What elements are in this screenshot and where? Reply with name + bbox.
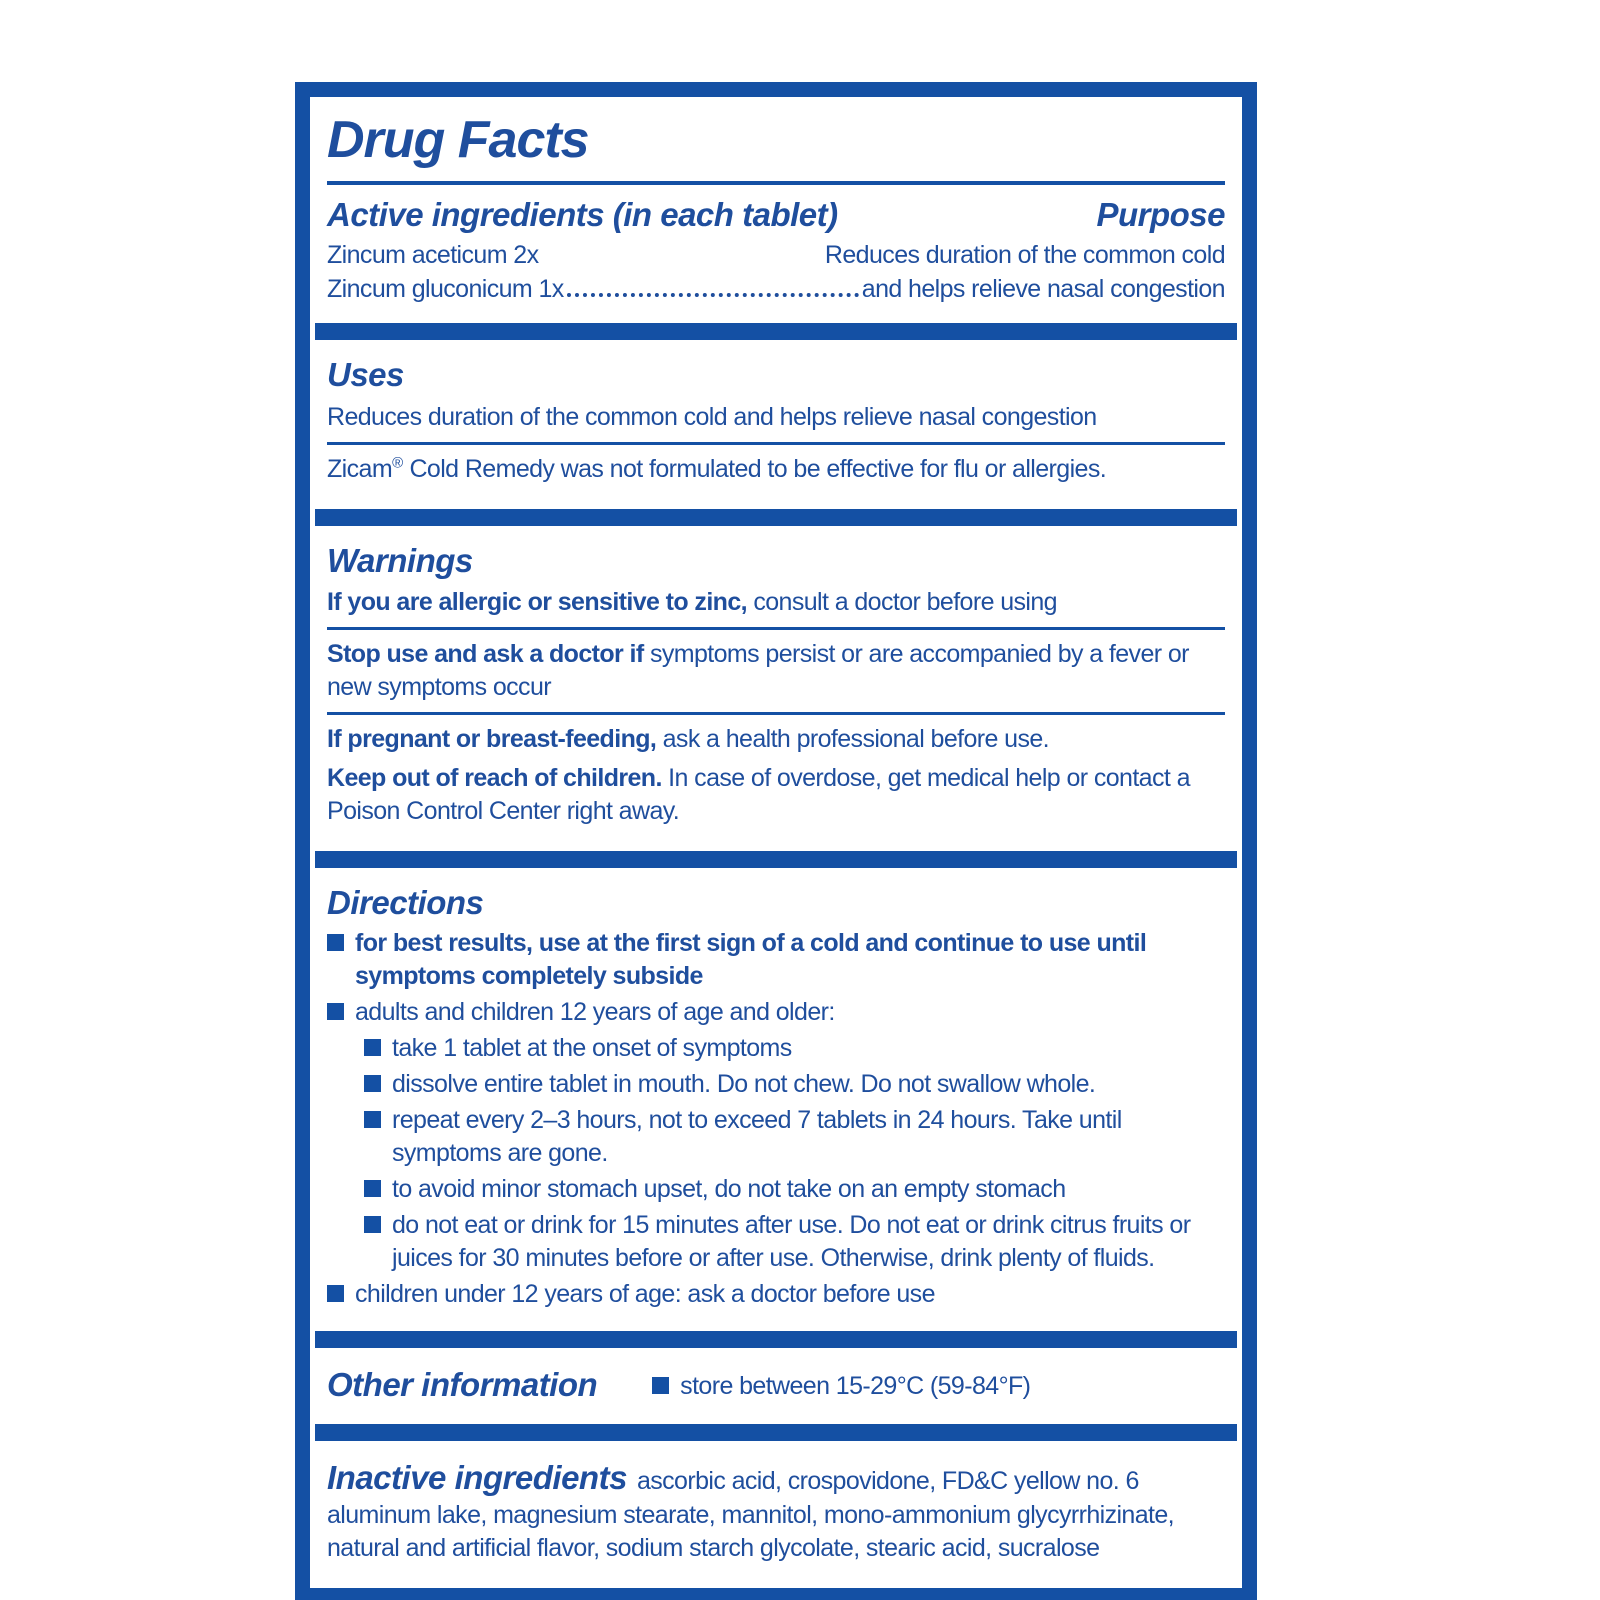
warning-bold: If pregnant or breast-feeding, bbox=[327, 725, 657, 754]
directions-list bbox=[327, 927, 1225, 1311]
section-separator bbox=[315, 1331, 1237, 1348]
warning-item bbox=[327, 586, 1225, 619]
ingredient-row bbox=[327, 273, 1225, 307]
other-information-text: store between 15-29°C (59-84°F) bbox=[680, 1372, 1031, 1401]
ingredient-purpose: and helps relieve nasal congestion bbox=[861, 274, 1225, 303]
warning-bold: Stop use and ask a doctor if bbox=[327, 640, 644, 669]
drug-facts-title: Drug Facts bbox=[327, 111, 589, 169]
directions-heading: Directions bbox=[327, 884, 484, 922]
square-bullet-icon bbox=[364, 1216, 381, 1233]
ingredient-row bbox=[327, 239, 1225, 273]
warning-item bbox=[327, 762, 1225, 828]
direction-item bbox=[364, 1068, 1225, 1101]
square-bullet-icon bbox=[327, 934, 344, 951]
direction-text: children under 12 years of age: ask a doctor before use bbox=[355, 1280, 935, 1309]
warning-text: In case of overdose, get medical help or contact a Poison Control Center right away. bbox=[327, 764, 1190, 826]
warning-text: symptoms persist or are accompanied by a fever or new symptoms occur bbox=[327, 640, 1189, 702]
direction-text: dissolve entire tablet in mouth. Do not chew. Do not swallow whole. bbox=[392, 1070, 1096, 1099]
direction-text: take 1 tablet at the onset of symptoms bbox=[392, 1034, 792, 1063]
warning-item bbox=[327, 723, 1225, 756]
uses-text: Reduces duration of the common cold and helps relieve nasal congestion bbox=[327, 402, 1097, 431]
registered-trademark-icon: ® bbox=[392, 454, 404, 472]
direction-text: adults and children 12 years of age and older: bbox=[355, 998, 835, 1027]
dotted-leader bbox=[567, 293, 859, 297]
square-bullet-icon bbox=[652, 1377, 669, 1394]
purpose-heading: Purpose bbox=[1096, 196, 1225, 234]
section-active-ingredients bbox=[315, 102, 1237, 318]
direction-text: repeat every 2–3 hours, not to exceed 7 tablets in 24 hours. Take until symptoms are gone. bbox=[392, 1106, 1122, 1168]
warning-text: ask a health professional before use. bbox=[656, 725, 1050, 754]
title-divider bbox=[327, 181, 1225, 185]
square-bullet-icon bbox=[327, 1285, 344, 1302]
drug-facts-panel bbox=[295, 82, 1257, 1600]
warnings-heading: Warnings bbox=[327, 541, 473, 579]
active-ingredients-heading: Active ingredients (in each tablet) bbox=[327, 196, 838, 234]
direction-item bbox=[327, 1278, 1225, 1311]
square-bullet-icon bbox=[364, 1075, 381, 1092]
direction-item bbox=[364, 1173, 1225, 1206]
section-uses bbox=[315, 345, 1237, 504]
direction-item bbox=[364, 1104, 1225, 1170]
direction-item bbox=[327, 996, 1225, 1029]
uses-heading: Uses bbox=[327, 356, 404, 394]
uses-note bbox=[327, 453, 1225, 486]
section-separator bbox=[315, 323, 1237, 340]
uses-divider bbox=[327, 442, 1225, 445]
warning-text: consult a doctor before using bbox=[747, 588, 1057, 617]
inactive-ingredients-text: ascorbic acid, crospovidone, FD&C yellow no. 6 aluminum lake, magnesium stearate, mannitol, mono-ammonium glycyrrhizinate, natural and artificial flavor, sodium starch glycolate, stearic acid, sucralose bbox=[327, 1466, 1175, 1563]
warnings-divider bbox=[327, 627, 1225, 630]
square-bullet-icon bbox=[327, 1003, 344, 1020]
inactive-ingredients-heading: Inactive ingredients bbox=[327, 1458, 627, 1496]
section-warnings bbox=[315, 531, 1237, 847]
other-information-row bbox=[327, 1365, 1225, 1405]
ingredient-purpose: Reduces duration of the common cold bbox=[824, 240, 1225, 269]
direction-text: for best results, use at the first sign of a cold and continue to use until symptoms completely subside bbox=[355, 929, 1147, 991]
warnings-divider bbox=[327, 712, 1225, 715]
uses-note-rest: Cold Remedy was not formulated to be effective for flu or allergies. bbox=[403, 454, 1107, 483]
brand-name: Zicam bbox=[327, 454, 393, 483]
inactive-ingredients-paragraph bbox=[327, 1456, 1225, 1566]
section-inactive-ingredients bbox=[315, 1446, 1237, 1584]
section-directions bbox=[315, 873, 1237, 1326]
section-other-information bbox=[315, 1353, 1237, 1419]
direction-item bbox=[364, 1209, 1225, 1275]
direction-text: do not eat or drink for 15 minutes after use. Do not eat or drink citrus fruits or juices for 30 minutes before or after use. Otherwise, drink plenty of fluids. bbox=[392, 1211, 1191, 1273]
direction-text: to avoid minor stomach upset, do not take on an empty stomach bbox=[392, 1175, 1066, 1204]
section-separator bbox=[315, 509, 1237, 526]
square-bullet-icon bbox=[364, 1039, 381, 1056]
direction-item bbox=[327, 927, 1225, 993]
section-separator bbox=[315, 851, 1237, 868]
warning-bold: Keep out of reach of children. bbox=[327, 764, 662, 793]
section-separator bbox=[315, 1424, 1237, 1441]
square-bullet-icon bbox=[364, 1180, 381, 1197]
ingredient-name: Zincum gluconicum 1x bbox=[327, 274, 564, 303]
direction-item bbox=[364, 1032, 1225, 1065]
ingredient-name: Zincum aceticum 2x bbox=[327, 240, 539, 269]
square-bullet-icon bbox=[364, 1111, 381, 1128]
other-information-heading: Other information bbox=[327, 1366, 598, 1404]
active-ingredients-heading-row bbox=[327, 195, 1225, 235]
warning-bold: If you are allergic or sensitive to zinc, bbox=[327, 588, 747, 617]
warning-item bbox=[327, 638, 1225, 704]
